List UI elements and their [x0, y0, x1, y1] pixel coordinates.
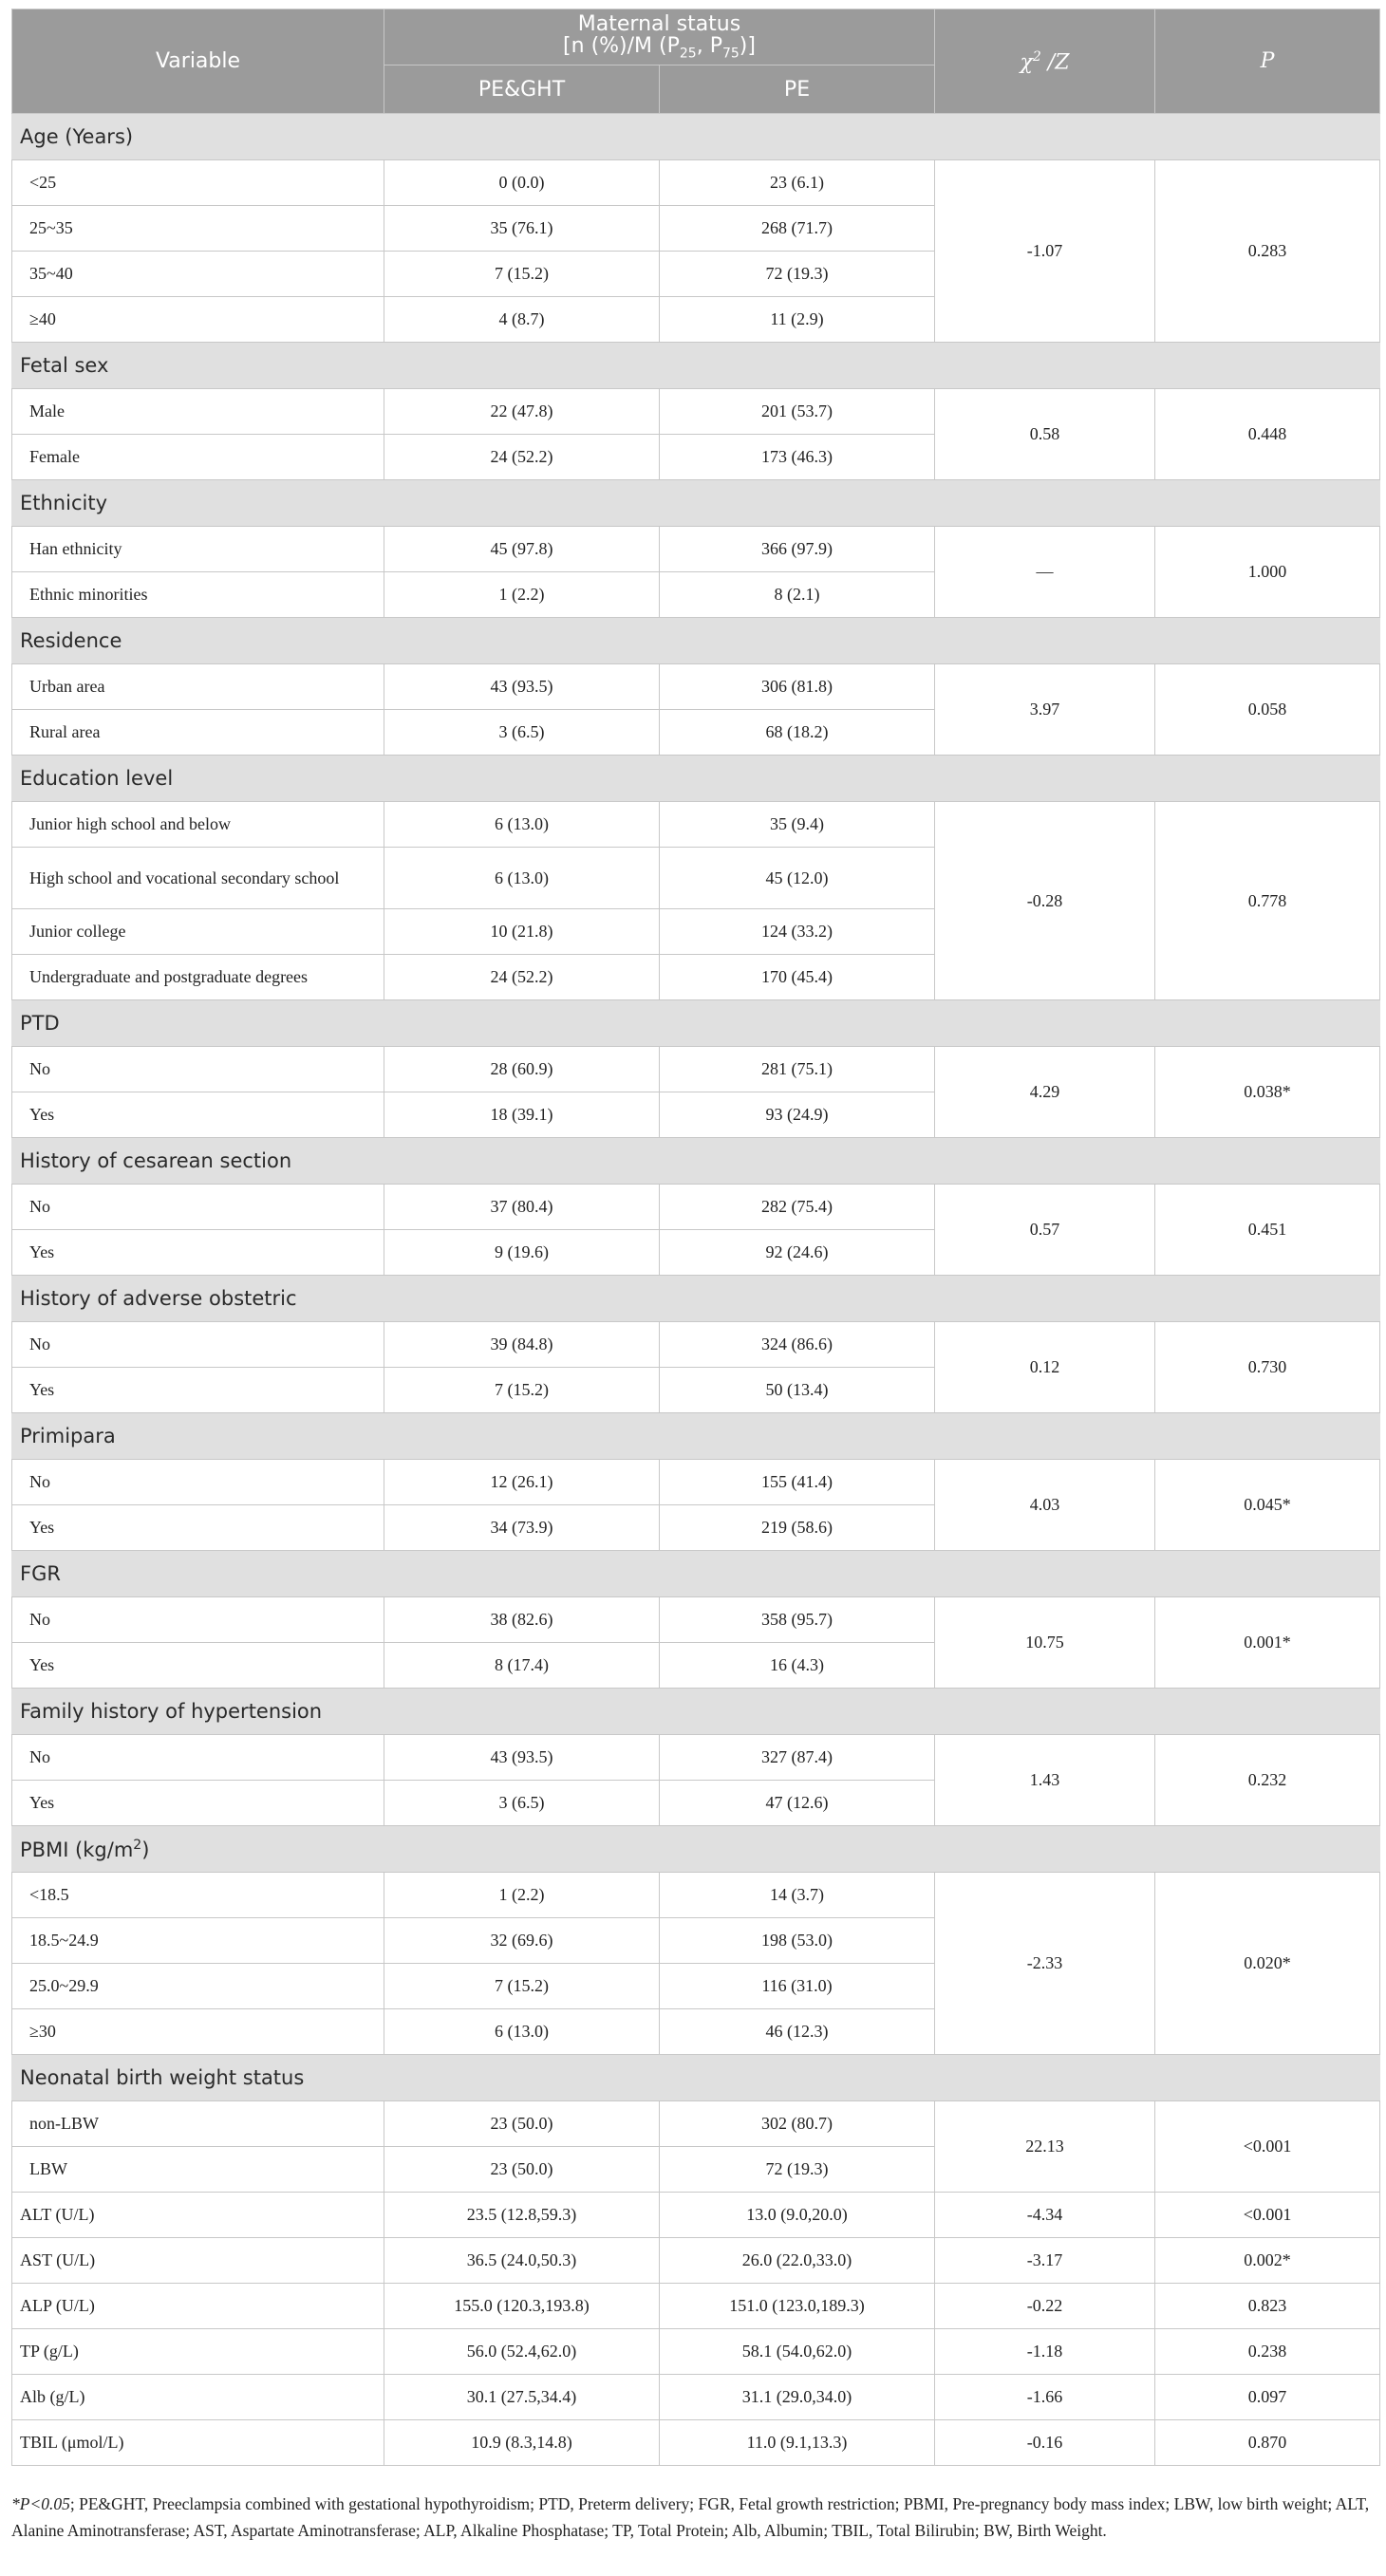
row-label: ALP (U/L) [12, 2284, 384, 2329]
table-row [12, 527, 1380, 572]
value-pe-ght: 1 (2.2) [384, 572, 660, 618]
row-label: No [12, 1322, 384, 1368]
table-footnote [11, 2491, 1375, 2544]
p-value: 1.000 [1155, 527, 1380, 618]
header-statistic: $\chi^2$ /Z [935, 9, 1155, 114]
header-p-value: P [1155, 9, 1380, 114]
header-maternal-status [384, 9, 935, 65]
statistic-value: -3.17 [935, 2238, 1155, 2284]
p-value: 0.823 [1155, 2284, 1380, 2329]
value-pe-ght: 6 (13.0) [384, 848, 660, 909]
value-pe: 201 (53.7) [660, 389, 935, 435]
category-row [12, 1000, 1380, 1047]
p-value: 0.045* [1155, 1460, 1380, 1551]
maternal-status-table [11, 9, 1380, 2466]
header-group-line1: Maternal status [577, 12, 741, 36]
value-pe-ght: 7 (15.2) [384, 1368, 660, 1413]
statistic-value: -2.33 [935, 1873, 1155, 2055]
row-label: LBW [12, 2147, 384, 2193]
value-pe-ght: 9 (19.6) [384, 1230, 660, 1276]
value-pe: 46 (12.3) [660, 2009, 935, 2055]
category-title: Fetal sex [12, 343, 1380, 389]
table-header [12, 9, 1380, 114]
category-row [12, 2055, 1380, 2101]
row-label: Female [12, 435, 384, 480]
row-label: Undergraduate and postgraduate degrees [12, 955, 384, 1000]
value-pe-ght: 8 (17.4) [384, 1643, 660, 1689]
category-row [12, 1413, 1380, 1460]
category-row [12, 1689, 1380, 1735]
p-value: 0.448 [1155, 389, 1380, 480]
category-title: History of cesarean section [12, 1138, 1380, 1185]
row-label: Male [12, 389, 384, 435]
row-label: Ethnic minorities [12, 572, 384, 618]
row-label: No [12, 1460, 384, 1505]
p-value: 0.283 [1155, 160, 1380, 343]
value-pe: 306 (81.8) [660, 664, 935, 710]
statistic-value: — [935, 527, 1155, 618]
value-pe-ght: 1 (2.2) [384, 1873, 660, 1918]
category-row [12, 756, 1380, 802]
row-label: Yes [12, 1230, 384, 1276]
value-pe: 198 (53.0) [660, 1918, 935, 1964]
value-pe-ght: 43 (93.5) [384, 1735, 660, 1781]
value-pe: 327 (87.4) [660, 1735, 935, 1781]
value-pe: 170 (45.4) [660, 955, 935, 1000]
value-pe: 124 (33.2) [660, 909, 935, 955]
statistic-value: 0.12 [935, 1322, 1155, 1413]
value-pe: 13.0 (9.0,20.0) [660, 2193, 935, 2238]
table-row [12, 2329, 1380, 2375]
p-value: <0.001 [1155, 2193, 1380, 2238]
row-label: No [12, 1185, 384, 1230]
category-title: Education level [12, 756, 1380, 802]
category-title: Neonatal birth weight status [12, 2055, 1380, 2101]
statistic-value: -0.28 [935, 802, 1155, 1000]
value-pe-ght: 18 (39.1) [384, 1092, 660, 1138]
table-row [12, 1322, 1380, 1368]
value-pe-ght: 28 (60.9) [384, 1047, 660, 1092]
table-row [12, 2238, 1380, 2284]
category-title: History of adverse obstetric [12, 1276, 1380, 1322]
category-title: Residence [12, 618, 1380, 664]
value-pe: 72 (19.3) [660, 252, 935, 297]
row-label: ALT (U/L) [12, 2193, 384, 2238]
value-pe: 26.0 (22.0,33.0) [660, 2238, 935, 2284]
data-table-container [11, 9, 1379, 2466]
statistic-value: 22.13 [935, 2101, 1155, 2193]
header-variable: Variable [12, 9, 384, 114]
p-value: 0.870 [1155, 2420, 1380, 2466]
category-row [12, 618, 1380, 664]
value-pe-ght: 24 (52.2) [384, 435, 660, 480]
value-pe-ght: 36.5 (24.0,50.3) [384, 2238, 660, 2284]
table-row [12, 1047, 1380, 1092]
value-pe: 11 (2.9) [660, 297, 935, 343]
row-label: ≥30 [12, 2009, 384, 2055]
value-pe-ght: 30.1 (27.5,34.4) [384, 2375, 660, 2420]
p-value: 0.238 [1155, 2329, 1380, 2375]
table-row [12, 1873, 1380, 1918]
value-pe: 219 (58.6) [660, 1505, 935, 1551]
category-title: FGR [12, 1551, 1380, 1597]
value-pe: 358 (95.7) [660, 1597, 935, 1643]
value-pe: 45 (12.0) [660, 848, 935, 909]
value-pe-ght: 6 (13.0) [384, 802, 660, 848]
value-pe: 92 (24.6) [660, 1230, 935, 1276]
p-value: 0.002* [1155, 2238, 1380, 2284]
value-pe: 14 (3.7) [660, 1873, 935, 1918]
value-pe: 302 (80.7) [660, 2101, 935, 2147]
value-pe-ght: 7 (15.2) [384, 252, 660, 297]
table-row [12, 1185, 1380, 1230]
statistic-value: -1.66 [935, 2375, 1155, 2420]
table-row [12, 160, 1380, 206]
row-label: Han ethnicity [12, 527, 384, 572]
category-row [12, 480, 1380, 527]
value-pe: 72 (19.3) [660, 2147, 935, 2193]
statistic-value: 1.43 [935, 1735, 1155, 1826]
value-pe-ght: 24 (52.2) [384, 955, 660, 1000]
p-value: 0.020* [1155, 1873, 1380, 2055]
value-pe-ght: 12 (26.1) [384, 1460, 660, 1505]
row-label: High school and vocational secondary school [12, 848, 384, 909]
category-row [12, 1276, 1380, 1322]
row-label: Alb (g/L) [12, 2375, 384, 2420]
statistic-value: -1.18 [935, 2329, 1155, 2375]
row-label: Yes [12, 1505, 384, 1551]
value-pe-ght: 32 (69.6) [384, 1918, 660, 1964]
row-label: Junior high school and below [12, 802, 384, 848]
value-pe: 268 (71.7) [660, 206, 935, 252]
value-pe: 47 (12.6) [660, 1781, 935, 1826]
row-label: No [12, 1735, 384, 1781]
table-row [12, 664, 1380, 710]
value-pe-ght: 23.5 (12.8,59.3) [384, 2193, 660, 2238]
value-pe-ght: 23 (50.0) [384, 2147, 660, 2193]
value-pe-ght: 39 (84.8) [384, 1322, 660, 1368]
row-label: Yes [12, 1368, 384, 1413]
row-label: No [12, 1047, 384, 1092]
row-label: 18.5~24.9 [12, 1918, 384, 1964]
row-label: Yes [12, 1643, 384, 1689]
value-pe-ght: 10.9 (8.3,14.8) [384, 2420, 660, 2466]
table-row [12, 389, 1380, 435]
p-value: 0.232 [1155, 1735, 1380, 1826]
row-label: ≥40 [12, 297, 384, 343]
value-pe-ght: 4 (8.7) [384, 297, 660, 343]
value-pe-ght: 45 (97.8) [384, 527, 660, 572]
table-row [12, 2375, 1380, 2420]
statistic-value: 0.57 [935, 1185, 1155, 1276]
value-pe: 116 (31.0) [660, 1964, 935, 2009]
statistic-value: -0.22 [935, 2284, 1155, 2329]
row-label: TBIL (μmol/L) [12, 2420, 384, 2466]
table-row [12, 1460, 1380, 1505]
row-label: <18.5 [12, 1873, 384, 1918]
value-pe-ght: 38 (82.6) [384, 1597, 660, 1643]
category-title: PTD [12, 1000, 1380, 1047]
value-pe-ght: 3 (6.5) [384, 710, 660, 756]
value-pe: 151.0 (123.0,189.3) [660, 2284, 935, 2329]
value-pe-ght: 35 (76.1) [384, 206, 660, 252]
p-value: <0.001 [1155, 2101, 1380, 2193]
header-group-line2: [n (%)/M ($P_{25}$, $P_{75}$)] [563, 34, 756, 62]
value-pe-ght: 155.0 (120.3,193.8) [384, 2284, 660, 2329]
value-pe: 173 (46.3) [660, 435, 935, 480]
value-pe: 35 (9.4) [660, 802, 935, 848]
value-pe-ght: 10 (21.8) [384, 909, 660, 955]
category-title: Age (Years) [12, 114, 1380, 160]
category-row [12, 114, 1380, 160]
row-label: non-LBW [12, 2101, 384, 2147]
table-row [12, 2420, 1380, 2466]
value-pe-ght: 0 (0.0) [384, 160, 660, 206]
value-pe: 93 (24.9) [660, 1092, 935, 1138]
value-pe: 155 (41.4) [660, 1460, 935, 1505]
statistic-value: 4.29 [935, 1047, 1155, 1138]
row-label: Rural area [12, 710, 384, 756]
p-value: 0.038* [1155, 1047, 1380, 1138]
row-label: 35~40 [12, 252, 384, 297]
value-pe: 23 (6.1) [660, 160, 935, 206]
statistic-value: 10.75 [935, 1597, 1155, 1689]
value-pe: 11.0 (9.1,13.3) [660, 2420, 935, 2466]
value-pe-ght: 34 (73.9) [384, 1505, 660, 1551]
p-value: 0.097 [1155, 2375, 1380, 2420]
p-value: 0.058 [1155, 664, 1380, 756]
row-label: AST (U/L) [12, 2238, 384, 2284]
row-label: No [12, 1597, 384, 1643]
row-label: 25.0~29.9 [12, 1964, 384, 2009]
header-pe: PE [660, 65, 935, 114]
statistic-value: -0.16 [935, 2420, 1155, 2466]
statistic-value: -1.07 [935, 160, 1155, 343]
category-row [12, 1138, 1380, 1185]
table-row [12, 2284, 1380, 2329]
value-pe: 8 (2.1) [660, 572, 935, 618]
p-value: 0.730 [1155, 1322, 1380, 1413]
table-row [12, 2101, 1380, 2147]
category-row [12, 1551, 1380, 1597]
value-pe-ght: 6 (13.0) [384, 2009, 660, 2055]
statistic-value: 4.03 [935, 1460, 1155, 1551]
value-pe-ght: 22 (47.8) [384, 389, 660, 435]
value-pe: 366 (97.9) [660, 527, 935, 572]
table-body [12, 114, 1380, 2466]
category-row [12, 1826, 1380, 1873]
value-pe-ght: 3 (6.5) [384, 1781, 660, 1826]
category-title: Ethnicity [12, 480, 1380, 527]
row-label: Urban area [12, 664, 384, 710]
footnote-text: ; PE&GHT, Preeclampsia combined with gestational hypothyroidism; PTD, Preterm delivery; FGR, Fetal growth restriction; PBMI, Pre-pregnancy body mass index; LBW, low birth weight; ALT, Alanine Aminotransferase; AST, Aspartate Aminotransferase; ALP, Alkaline Phosphatase; TP, Total Protein; Alb, Albumin; TBIL, Total Bilirubin; BW, Birth Weight. [11, 2494, 1370, 2540]
row-label: TP (g/L) [12, 2329, 384, 2375]
row-label: Junior college [12, 909, 384, 955]
value-pe-ght: 37 (80.4) [384, 1185, 660, 1230]
value-pe: 31.1 (29.0,34.0) [660, 2375, 935, 2420]
value-pe: 324 (86.6) [660, 1322, 935, 1368]
p-value: 0.778 [1155, 802, 1380, 1000]
table-row [12, 802, 1380, 848]
table-row [12, 2193, 1380, 2238]
category-row [12, 343, 1380, 389]
statistic-value: 0.58 [935, 389, 1155, 480]
category-title: Primipara [12, 1413, 1380, 1460]
value-pe-ght: 23 (50.0) [384, 2101, 660, 2147]
value-pe: 281 (75.1) [660, 1047, 935, 1092]
category-title: Family history of hypertension [12, 1689, 1380, 1735]
p-value: 0.451 [1155, 1185, 1380, 1276]
value-pe: 50 (13.4) [660, 1368, 935, 1413]
header-pe-ght: PE&GHT [384, 65, 660, 114]
statistic-value: -4.34 [935, 2193, 1155, 2238]
row-label: Yes [12, 1092, 384, 1138]
table-row [12, 1597, 1380, 1643]
value-pe: 58.1 (54.0,62.0) [660, 2329, 935, 2375]
value-pe: 282 (75.4) [660, 1185, 935, 1230]
table-row [12, 1735, 1380, 1781]
value-pe-ght: 56.0 (52.4,62.0) [384, 2329, 660, 2375]
value-pe: 68 (18.2) [660, 710, 935, 756]
value-pe-ght: 7 (15.2) [384, 1964, 660, 2009]
value-pe: 16 (4.3) [660, 1643, 935, 1689]
footnote-significance: *P<0.05 [11, 2494, 70, 2513]
row-label: 25~35 [12, 206, 384, 252]
category-title: PBMI $(kg/m^2)$ [12, 1826, 1380, 1873]
p-value: 0.001* [1155, 1597, 1380, 1689]
value-pe-ght: 43 (93.5) [384, 664, 660, 710]
row-label: Yes [12, 1781, 384, 1826]
row-label: <25 [12, 160, 384, 206]
statistic-value: 3.97 [935, 664, 1155, 756]
